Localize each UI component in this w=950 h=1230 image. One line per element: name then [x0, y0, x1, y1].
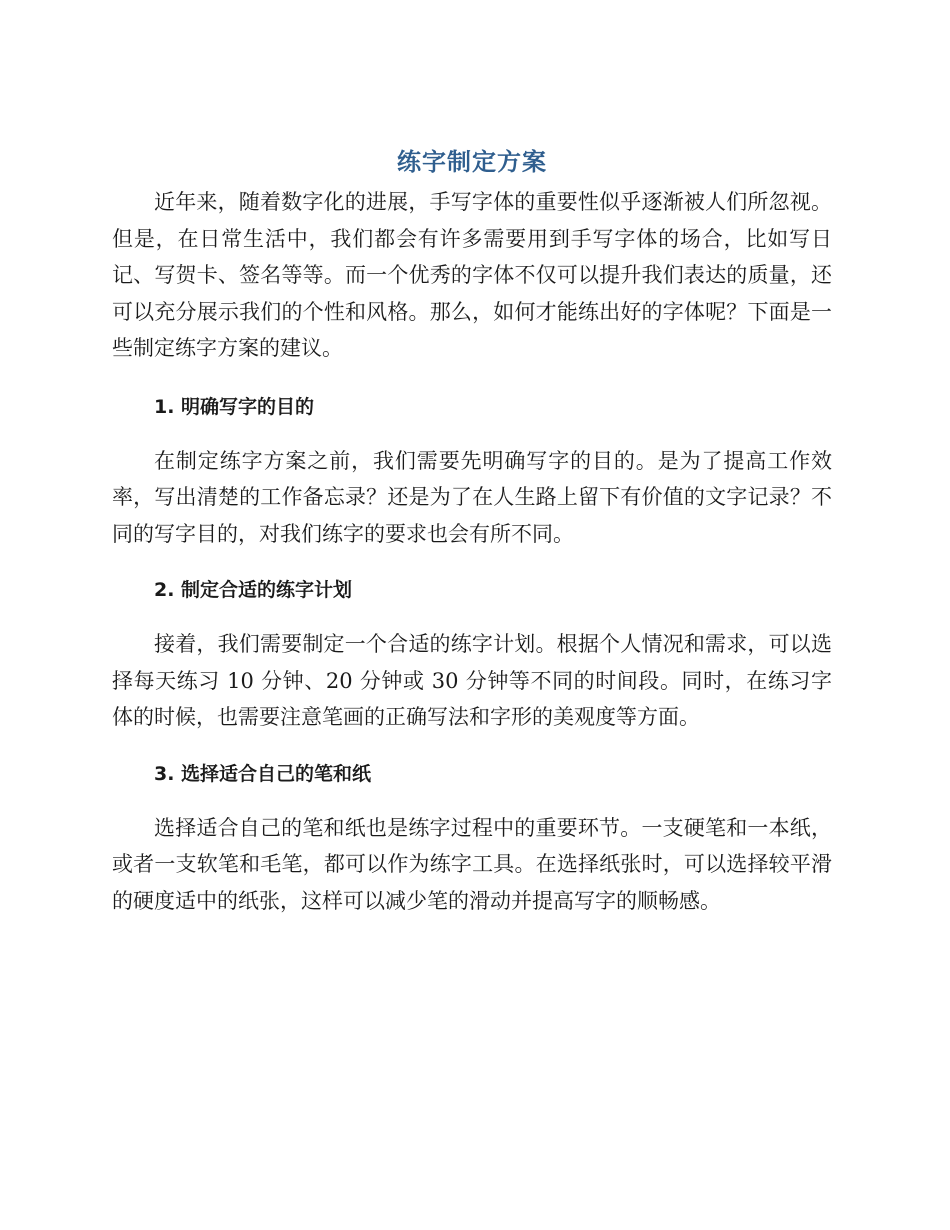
document-title: 练字制定方案 [397, 148, 547, 176]
intro-paragraph: 近年来，随着数字化的进展，手写字体的重要性似乎逐渐被人们所忽视。但是，在日常生活中，我们都会有许多需要用到手写字体的场合，比如写日记、写贺卡、签名等等。而一个优秀的字体不仅可以提升我们表达的质量，还可以充分展示我们的个性和风格。那么，如何才能练出好的字体呢？下面是一些制定练字方案的建议。 [112, 190, 832, 360]
section-heading-2: 2. 制定合适的练字计划 [154, 579, 353, 601]
section-body-2: 接着，我们需要制定一个合适的练字计划。根据个人情况和需求，可以选择每天练习 10 分钟、20 分钟或 30 分钟等不同的时间段。同时，在练习字体的时候，也需要注意笔画的正确写法和字形的美观度等方面。 [112, 632, 832, 729]
section-heading-1: 1. 明确写字的目的 [154, 395, 315, 418]
section-body-1: 在制定练字方案之前，我们需要先明确写字的目的。是为了提高工作效率，写出清楚的工作备忘录？还是为了在人生路上留下有价值的文字记录？不同的写字目的，对我们练字的要求也会有所不同。 [112, 448, 832, 546]
document-body [112, 140, 832, 919]
section-heading-3: 3. 选择适合自己的笔和纸 [154, 762, 372, 785]
section-body-3: 选择适合自己的笔和纸也是练字过程中的重要环节。一支硬笔和一本纸，或者一支软笔和毛笔，都可以作为练字工具。在选择纸张时，可以选择较平滑的硬度适中的纸张，这样可以减少笔的滑动并提高写字的顺畅感。 [112, 815, 832, 913]
